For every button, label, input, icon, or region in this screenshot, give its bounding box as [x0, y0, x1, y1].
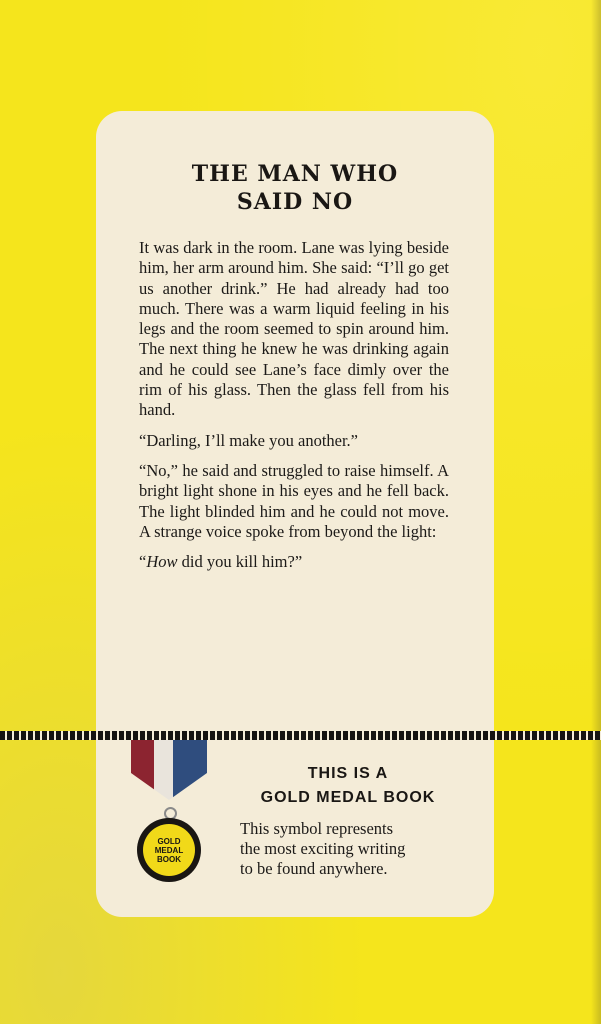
italic-word: How: [146, 552, 178, 572]
quote-rest: did you kill him?”: [177, 552, 303, 572]
title-line-1: THE MAN WHO: [191, 161, 399, 187]
excerpt-paragraph-1: It was dark in the room. Lane was lying beside him, her arm around him. She said: “I’ll go get us another drink.” He had already had too much. There was a warm liquid feeling in his legs and the room seemed to spin around him. The next thing he knew he was drinking again and he could see Lane’s face dimly over the rim of his glass. Then the glass fell from his hand.: [139, 238, 449, 420]
gold-medal-heading-line-1: THIS IS A: [307, 765, 389, 782]
badge-line-2: MEDAL: [154, 845, 184, 855]
gold-medal-heading-line-2: GOLD MEDAL BOOK: [260, 789, 436, 806]
gold-medal-description: [240, 819, 458, 879]
gold-medal-icon: [137, 818, 201, 882]
quote-open: “: [139, 552, 147, 572]
book-title: [96, 160, 494, 216]
excerpt-paragraph-2: “Darling, I’ll make you another.”: [139, 430, 359, 450]
excerpt-text: [139, 238, 449, 582]
badge-line-3: BOOK: [157, 854, 181, 864]
gold-medal-desc-line-3: to be found anywhere.: [240, 859, 388, 878]
cover-edge-shadow: [591, 0, 601, 1024]
gold-medal-desc-line-2: the most exciting writing: [240, 839, 406, 858]
dashed-divider-strip: [0, 731, 601, 740]
badge-line-1: GOLD: [157, 836, 181, 846]
title-line-2: SAID NO: [236, 189, 354, 215]
gold-medal-desc-line-1: This symbol represents: [240, 819, 394, 838]
medal-face: [143, 824, 195, 876]
excerpt-paragraph-3: “No,” he said and struggled to raise himself. A bright light shone in his eyes and he fell back. The light blinded him and he could not move. A strange voice spoke from beyond the light:: [139, 460, 449, 541]
excerpt-paragraph-4: [139, 552, 449, 572]
gold-medal-heading: [232, 762, 464, 810]
